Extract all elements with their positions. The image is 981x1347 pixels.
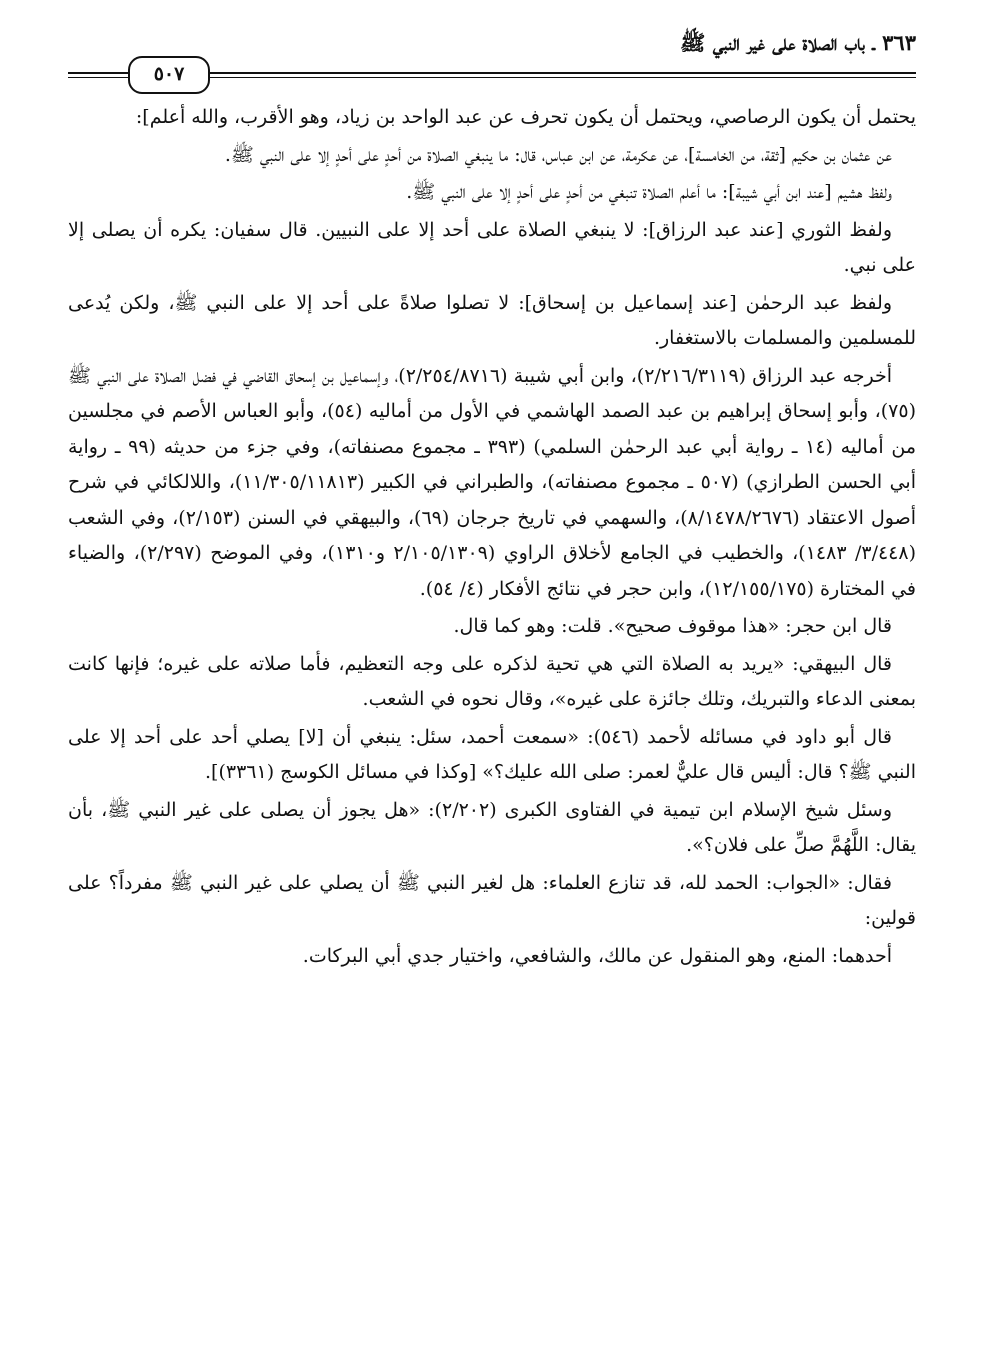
paragraph: يحتمل أن يكون الرصاصي، ويحتمل أن يكون تحرف عن عبد الواحد بن زياد، وهو الأقرب، والله أعلم]: — [135, 106, 916, 128]
paragraph: ولفظ الثوري [عند عبد الرزاق]: لا ينبغي الصلاة على أحد إلا على النبيين. قال سفيان: يكره أن يصلى إلا على نبي. — [68, 218, 916, 276]
paragraph: أحدهما: المنع، وهو المنقول عن مالك، والشافعي، واختيار جدي أبي البركات. — [302, 944, 892, 967]
paragraph: ولفظ هشيم [عند ابن أبي شيبة]: ما أعلم الصلاة تنبغي من أحدٍ على أحدٍ إلا على النبي ﷺ. — [406, 181, 892, 203]
paragraph: وسئل شيخ الإسلام ابن تيمية في الفتاوى الكبرى (٢/٢٠٢): «هل يجوز أن يصلى على غير النبي ﷺ، بأن يقال: اللَّهُمَّ صلِّ على فلان؟». — [68, 798, 916, 856]
running-head: ٣٦٣ ـ باب الصلاة على غير النبي ﷺ — [680, 30, 916, 55]
paragraph: ولفظ عبد الرحمٰن [عند إسماعيل بن إسحاق]: لا تصلوا صلاةً على أحد إلا على النبي ﷺ، ولكن يُدعى للمسلمين والمسلمات بالاستغفار. — [68, 291, 916, 349]
paragraph: قال البيهقي: «يريد به الصلاة التي هي تحية لذكره على وجه التعظيم، فأما صلاته على غيره؛ فإنها كانت بمعنى الدعاء والتبريك، وتلك جائزة على غيره»، وقال نحوه في الشعب. — [68, 652, 916, 710]
paragraph: قال ابن حجر: «هذا موقوف صحيح». قلت: وهو كما قال. — [453, 615, 892, 637]
body-text — [68, 100, 916, 974]
paragraph: فقال: «الجواب: الحمد لله، قد تنازع العلماء: هل لغير النبي ﷺ أن يصلي على غير النبي ﷺ مفرداً؟ على قولين: — [68, 871, 916, 929]
paragraph: قال أبو داود في مسائله لأحمد (٥٤٦): «سمعت أحمد، سئل: ينبغي أن [لا] يصلي أحد على أحد إلا على النبي ﷺ؟ قال: أليس قال عليٌّ لعمر: صلى الله عليك؟» [وكذا في مسائل الكوسج (٣٣٦١)]. — [68, 725, 916, 783]
page-number: ٥٠٧ — [128, 56, 210, 94]
document-page — [68, 28, 916, 1318]
paragraph: عن عثمان بن حكيم [ثقة، من الخامسة]، عن عكرمة، عن ابن عباس، قال: ما ينبغي الصلاة من أحدٍ على أحدٍ إلا على النبي ﷺ. — [224, 143, 892, 166]
page-header — [68, 28, 916, 85]
paragraph: أخرجه عبد الرزاق (٢/٢١٦/٣١١٩)، وابن أبي شيبة (٢/٢٥٤/٨٧١٦)، وإسماعيل بن إسحاق القاضي في فضل الصلاة على النبي ﷺ (٧٥)، وأبو إسحاق إبراهيم بن عبد الصمد الهاشمي في الأول من أماليه (٥٤)، وأبو العباس الأصم في مجلسين من أماليه (١٤ ـ رواية أبي عبد الرحمٰن السلمي) (٣٩٣ ـ مجموع مصنفاته)، وفي جزء من حديثه (٩٩ ـ رواية أبي الحسن الطرازي) (٥٠٧ ـ مجموع مصنفاته)، والطبراني في الكبير (١١/٣٠٥/١١٨١٣)، واللالكائي في شرح أصول الاعتقاد (٨/١٤٧٨/٢٦٧٦)، والسهمي في تاريخ جرجان (٦٩)، والبيهقي في السنن (٢/١٥٣)، وفي الشعب (٣/٤٤٨/ ١٤٨٣)، والخطيب في الجامع لأخلاق الراوي (٢/١٠٥/١٣٠٩ و١٣١٠)، وفي الموضح (٢/٢٩٧)، والضياء في المختارة (١٢/١٥٥/١٧٥)، وابن حجر في نتائج الأفكار (٤/ ٥٤). — [68, 364, 917, 600]
